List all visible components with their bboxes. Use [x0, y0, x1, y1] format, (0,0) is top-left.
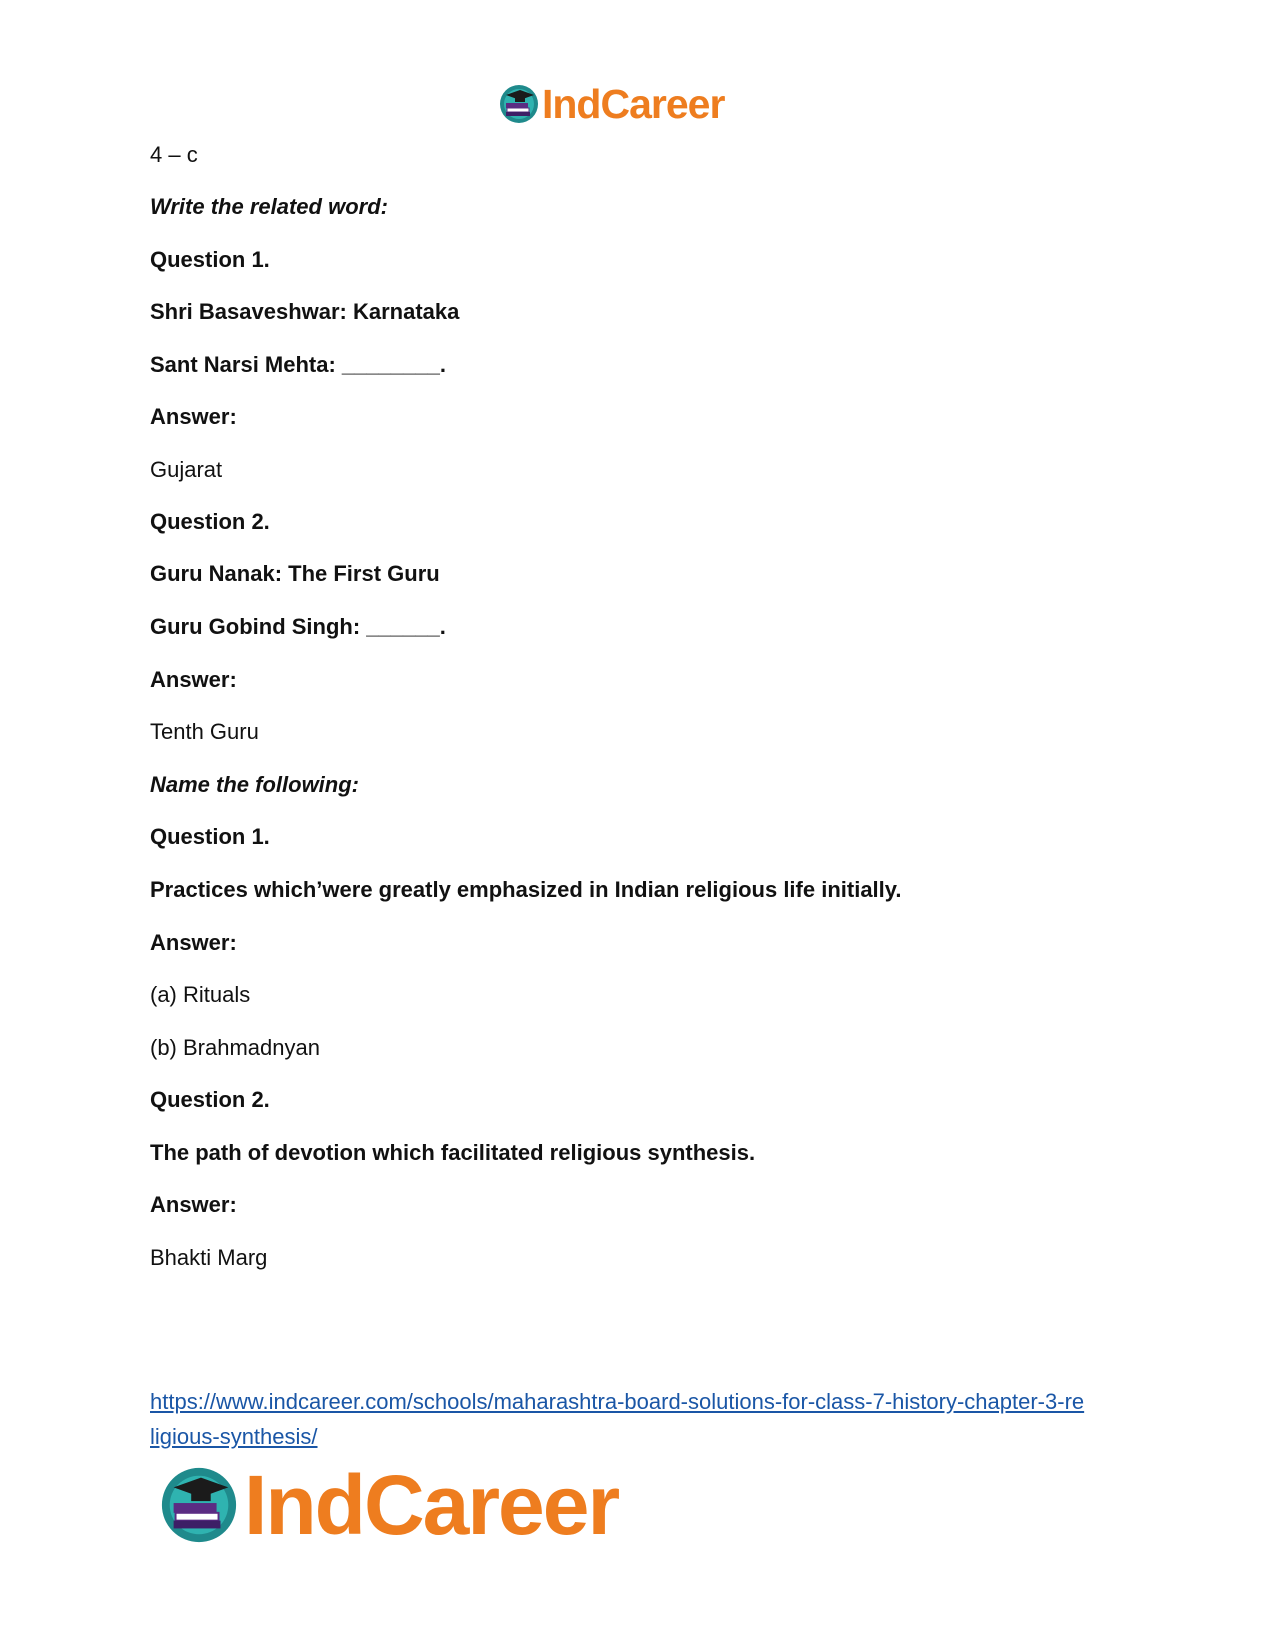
graduation-cap-book-globe-icon [498, 83, 540, 125]
source-link[interactable] [150, 1384, 1130, 1454]
section-heading: Name the following: [150, 772, 359, 797]
source-link-line-2: ligious-synthesis/ [150, 1424, 318, 1449]
text-line: 4 – c [150, 142, 198, 167]
answer-label: Answer: [150, 930, 237, 955]
answer-text: Gujarat [150, 457, 223, 482]
question-label: Question 1. [150, 824, 270, 849]
question-text: Guru Nanak: The First Guru [150, 561, 440, 586]
footer-logo [158, 1455, 618, 1555]
question-text: Guru Gobind Singh: ______. [150, 614, 446, 639]
answer-text: (b) Brahmadnyan [150, 1035, 320, 1060]
answer-label: Answer: [150, 1192, 237, 1217]
question-label: Question 2. [150, 1087, 270, 1112]
section-heading: Write the related word: [150, 194, 388, 219]
question-text: Sant Narsi Mehta: ________. [150, 352, 446, 377]
answer-text: (a) Rituals [150, 982, 251, 1007]
graduation-cap-book-globe-icon [158, 1464, 240, 1546]
question-label: Question 2. [150, 509, 270, 534]
header-logo [498, 76, 724, 132]
question-text: Shri Basaveshwar: Karnataka [150, 299, 460, 324]
answer-text: Bhakti Marg [150, 1245, 268, 1270]
question-text: The path of devotion which facilitated religious synthesis. [150, 1140, 756, 1165]
question-label: Question 1. [150, 247, 270, 272]
answer-text: Tenth Guru [150, 719, 259, 744]
question-text: Practices which’were greatly emphasized in Indian religious life initially. [150, 877, 902, 902]
logo-wordmark: IndCareer [542, 80, 725, 127]
answer-label: Answer: [150, 667, 237, 692]
answer-label: Answer: [150, 404, 237, 429]
logo-wordmark: IndCareer [244, 1458, 619, 1552]
source-link-line-1: https://www.indcareer.com/schools/maharashtra-board-solutions-for-class-7-history-chapter-3-re [150, 1389, 1085, 1414]
